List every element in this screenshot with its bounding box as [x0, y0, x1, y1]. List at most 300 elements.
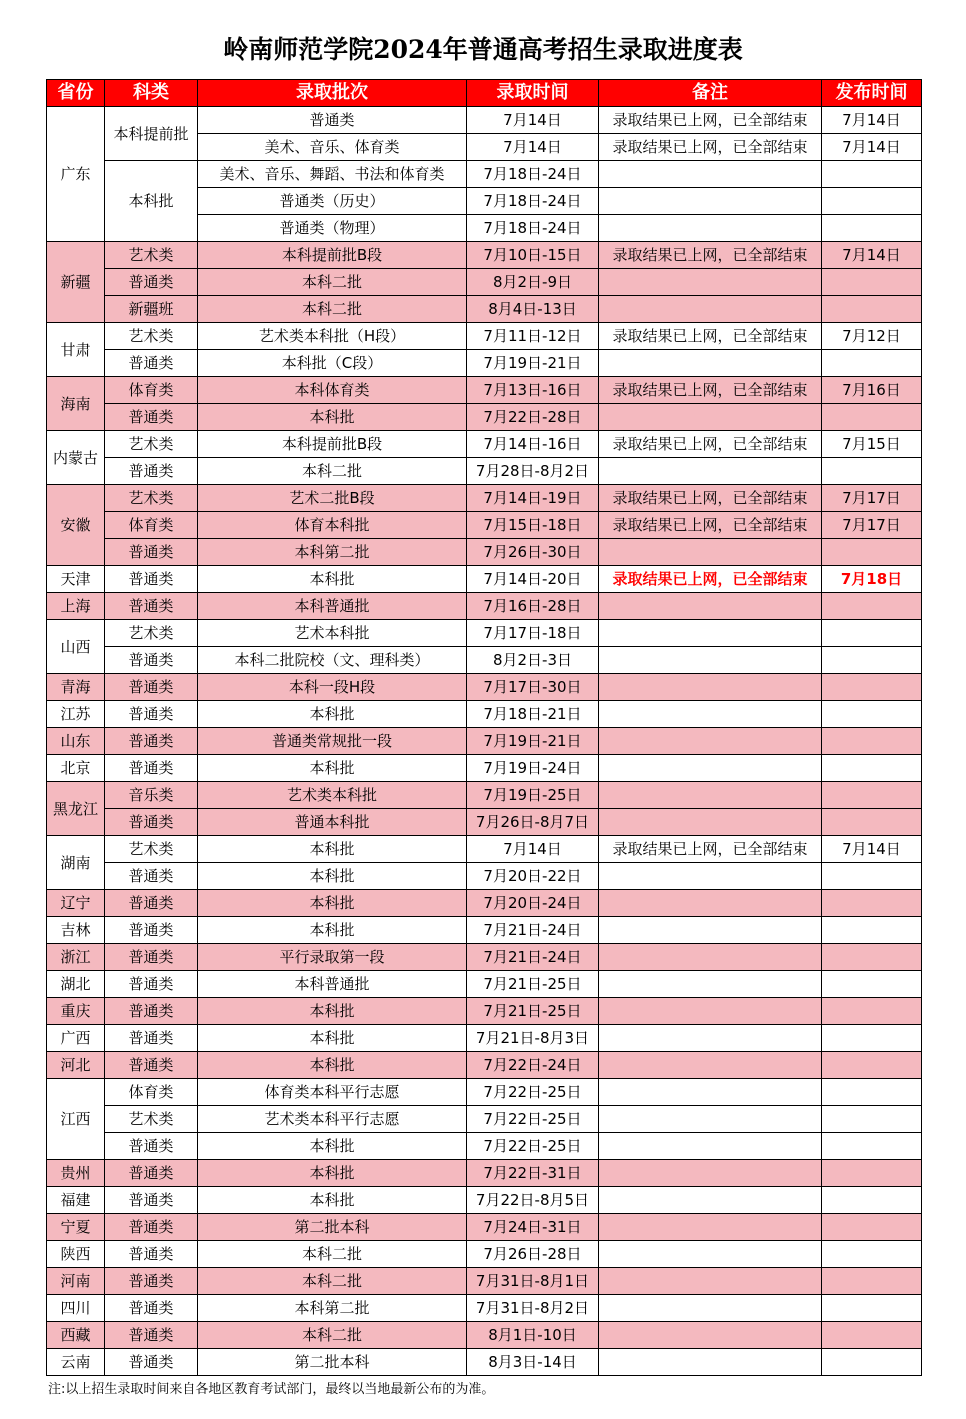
- province-cell: 上海: [47, 593, 105, 620]
- publish-cell: [822, 188, 922, 215]
- batch-cell: 本科批（C段）: [198, 350, 467, 377]
- remark-cell-highlighted: 录取结果已上网，已全部结束: [599, 566, 822, 593]
- category-cell: 普通类: [105, 917, 198, 944]
- batch-cell: 普通类: [198, 107, 467, 134]
- table-row: [47, 1295, 922, 1322]
- category-cell: 普通类: [105, 1187, 198, 1214]
- batch-cell: 本科二批: [198, 1241, 467, 1268]
- batch-cell: 美术、音乐、体育类: [198, 134, 467, 161]
- time-cell: 7月14日: [467, 836, 599, 863]
- publish-cell: [822, 350, 922, 377]
- publish-cell: [822, 215, 922, 242]
- table-row: [47, 161, 922, 188]
- publish-cell: [822, 1052, 922, 1079]
- time-cell: 7月31日-8月1日: [467, 1268, 599, 1295]
- category-cell: 普通类: [105, 728, 198, 755]
- category-cell: 艺术类: [105, 431, 198, 458]
- table-row: [47, 890, 922, 917]
- publish-cell: [822, 269, 922, 296]
- time-cell: 7月22日-8月5日: [467, 1187, 599, 1214]
- category-cell: 普通类: [105, 539, 198, 566]
- table-row: [47, 1187, 922, 1214]
- table-row: [47, 971, 922, 998]
- province-cell: 辽宁: [47, 890, 105, 917]
- table-row: [47, 485, 922, 512]
- category-cell: 普通类: [105, 566, 198, 593]
- time-cell: 7月21日-8月3日: [467, 1025, 599, 1052]
- table-row: [47, 269, 922, 296]
- province-cell: 江苏: [47, 701, 105, 728]
- province-cell: 新疆: [47, 242, 105, 323]
- category-cell: 普通类: [105, 1160, 198, 1187]
- category-cell: 艺术类: [105, 1106, 198, 1133]
- batch-cell: 艺术类本科批（H段）: [198, 323, 467, 350]
- category-cell: 普通类: [105, 863, 198, 890]
- time-cell: 7月26日-8月7日: [467, 809, 599, 836]
- category-cell: 艺术类: [105, 485, 198, 512]
- table-body: [47, 107, 922, 1376]
- header-time: 录取时间: [467, 80, 599, 107]
- publish-cell: [822, 1241, 922, 1268]
- table-row: [47, 458, 922, 485]
- table-row: [47, 296, 922, 323]
- batch-cell: 第二批本科: [198, 1214, 467, 1241]
- table-row: [47, 512, 922, 539]
- category-cell: 普通类: [105, 1025, 198, 1052]
- batch-cell: 本科批: [198, 863, 467, 890]
- time-cell: 7月18日-24日: [467, 161, 599, 188]
- remark-cell: [599, 296, 822, 323]
- remark-cell: [599, 593, 822, 620]
- remark-cell: 录取结果已上网，已全部结束: [599, 836, 822, 863]
- batch-cell: 本科批: [198, 1160, 467, 1187]
- remark-cell: [599, 1187, 822, 1214]
- province-cell: 天津: [47, 566, 105, 593]
- publish-cell: 7月15日: [822, 431, 922, 458]
- table-row: [47, 350, 922, 377]
- category-cell: 普通类: [105, 674, 198, 701]
- category-cell: 本科批: [105, 161, 198, 242]
- category-cell: 普通类: [105, 1241, 198, 1268]
- remark-cell: [599, 269, 822, 296]
- publish-cell: [822, 728, 922, 755]
- publish-cell: [822, 161, 922, 188]
- time-cell: 7月17日-30日: [467, 674, 599, 701]
- publish-cell: [822, 1079, 922, 1106]
- batch-cell: 普通本科批: [198, 809, 467, 836]
- province-cell: 海南: [47, 377, 105, 431]
- table-row: [47, 539, 922, 566]
- batch-cell: 本科二批: [198, 1322, 467, 1349]
- publish-cell: 7月17日: [822, 485, 922, 512]
- batch-cell: 本科批: [198, 1133, 467, 1160]
- header-remark: 备注: [599, 80, 822, 107]
- time-cell: 7月31日-8月2日: [467, 1295, 599, 1322]
- category-cell: 普通类: [105, 944, 198, 971]
- publish-cell: 7月14日: [822, 242, 922, 269]
- province-cell: 四川: [47, 1295, 105, 1322]
- table-row: [47, 242, 922, 269]
- table-row: [47, 755, 922, 782]
- category-cell: 普通类: [105, 809, 198, 836]
- batch-cell: 普通类（历史）: [198, 188, 467, 215]
- time-cell: 7月21日-25日: [467, 971, 599, 998]
- remark-cell: [599, 863, 822, 890]
- publish-cell: [822, 1160, 922, 1187]
- remark-cell: 录取结果已上网，已全部结束: [599, 485, 822, 512]
- remark-cell: [599, 350, 822, 377]
- province-cell: 湖南: [47, 836, 105, 890]
- category-cell: 艺术类: [105, 836, 198, 863]
- time-cell: 7月22日-25日: [467, 1079, 599, 1106]
- province-cell: 吉林: [47, 917, 105, 944]
- category-cell: 普通类: [105, 1133, 198, 1160]
- publish-cell: [822, 998, 922, 1025]
- time-cell: 8月1日-10日: [467, 1322, 599, 1349]
- remark-cell: 录取结果已上网，已全部结束: [599, 512, 822, 539]
- time-cell: 7月22日-25日: [467, 1133, 599, 1160]
- publish-cell: [822, 674, 922, 701]
- table-row: [47, 323, 922, 350]
- time-cell: 7月19日-24日: [467, 755, 599, 782]
- remark-cell: [599, 647, 822, 674]
- batch-cell: 普通类（物理）: [198, 215, 467, 242]
- page-title: 岭南师范学院2024年普通高考招生录取进度表: [223, 35, 743, 64]
- publish-cell: [822, 539, 922, 566]
- batch-cell: 体育类本科平行志愿: [198, 1079, 467, 1106]
- time-cell: 7月14日-20日: [467, 566, 599, 593]
- province-cell: 河北: [47, 1052, 105, 1079]
- time-cell: 7月14日: [467, 134, 599, 161]
- table-row: [47, 998, 922, 1025]
- province-cell: 内蒙古: [47, 431, 105, 485]
- remark-cell: [599, 1322, 822, 1349]
- publish-cell: [822, 1025, 922, 1052]
- batch-cell: 本科普通批: [198, 593, 467, 620]
- time-cell: 7月18日-24日: [467, 215, 599, 242]
- category-cell: 普通类: [105, 1052, 198, 1079]
- batch-cell: 本科体育类: [198, 377, 467, 404]
- province-cell: 山西: [47, 620, 105, 674]
- time-cell: 7月26日-30日: [467, 539, 599, 566]
- category-cell: 新疆班: [105, 296, 198, 323]
- category-cell: 普通类: [105, 998, 198, 1025]
- time-cell: 7月26日-28日: [467, 1241, 599, 1268]
- publish-cell: 7月14日: [822, 107, 922, 134]
- province-cell: 广西: [47, 1025, 105, 1052]
- time-cell: 7月20日-22日: [467, 863, 599, 890]
- batch-cell: 普通类常规批一段: [198, 728, 467, 755]
- time-cell: 7月22日-25日: [467, 1106, 599, 1133]
- batch-cell: 本科批: [198, 1025, 467, 1052]
- table-row: [47, 377, 922, 404]
- header-category: 科类: [105, 80, 198, 107]
- table-row: [47, 1106, 922, 1133]
- admission-progress-table: [46, 79, 922, 1376]
- publish-cell: 7月14日: [822, 134, 922, 161]
- category-cell: 体育类: [105, 1079, 198, 1106]
- remark-cell: [599, 161, 822, 188]
- table-row: [47, 863, 922, 890]
- batch-cell: 本科批: [198, 917, 467, 944]
- batch-cell: 本科二批: [198, 1268, 467, 1295]
- category-cell: 普通类: [105, 890, 198, 917]
- time-cell: 7月16日-28日: [467, 593, 599, 620]
- table-row: [47, 836, 922, 863]
- table-row: [47, 620, 922, 647]
- table-row: [47, 944, 922, 971]
- province-cell: 宁夏: [47, 1214, 105, 1241]
- publish-cell: 7月16日: [822, 377, 922, 404]
- time-cell: 7月21日-24日: [467, 917, 599, 944]
- batch-cell: 艺术类本科平行志愿: [198, 1106, 467, 1133]
- batch-cell: 美术、音乐、舞蹈、书法和体育类: [198, 161, 467, 188]
- remark-cell: [599, 1295, 822, 1322]
- province-cell: 安徽: [47, 485, 105, 566]
- remark-cell: [599, 890, 822, 917]
- table-row: [47, 917, 922, 944]
- province-cell: 陕西: [47, 1241, 105, 1268]
- category-cell: 普通类: [105, 404, 198, 431]
- time-cell: 7月20日-24日: [467, 890, 599, 917]
- table-row: [47, 1052, 922, 1079]
- table-row: [47, 1349, 922, 1376]
- publish-cell: 7月14日: [822, 836, 922, 863]
- remark-cell: [599, 728, 822, 755]
- publish-cell: [822, 1214, 922, 1241]
- publish-cell: [822, 458, 922, 485]
- time-cell: 7月21日-25日: [467, 998, 599, 1025]
- publish-cell: [822, 1187, 922, 1214]
- time-cell: 7月19日-21日: [467, 350, 599, 377]
- table-row: [47, 647, 922, 674]
- category-cell: 普通类: [105, 269, 198, 296]
- publish-cell: [822, 944, 922, 971]
- category-cell: 体育类: [105, 377, 198, 404]
- publish-cell-highlighted: 7月18日: [822, 566, 922, 593]
- province-cell: 江西: [47, 1079, 105, 1160]
- remark-cell: [599, 1268, 822, 1295]
- table-row: [47, 728, 922, 755]
- remark-cell: 录取结果已上网，已全部结束: [599, 107, 822, 134]
- province-cell: 云南: [47, 1349, 105, 1376]
- category-cell: 普通类: [105, 593, 198, 620]
- category-cell: 普通类: [105, 647, 198, 674]
- publish-cell: [822, 1268, 922, 1295]
- remark-cell: [599, 701, 822, 728]
- time-cell: 7月18日-24日: [467, 188, 599, 215]
- remark-cell: [599, 1160, 822, 1187]
- province-cell: 山东: [47, 728, 105, 755]
- batch-cell: 本科第二批: [198, 539, 467, 566]
- time-cell: 7月13日-16日: [467, 377, 599, 404]
- remark-cell: [599, 1241, 822, 1268]
- batch-cell: 本科二批院校（文、理科类）: [198, 647, 467, 674]
- header-province: 省份: [47, 80, 105, 107]
- batch-cell: 本科二批: [198, 269, 467, 296]
- province-cell: 广东: [47, 107, 105, 242]
- batch-cell: 本科普通批: [198, 971, 467, 998]
- province-cell: 西藏: [47, 1322, 105, 1349]
- publish-cell: [822, 863, 922, 890]
- time-cell: 8月2日-3日: [467, 647, 599, 674]
- batch-cell: 平行录取第一段: [198, 944, 467, 971]
- category-cell: 艺术类: [105, 620, 198, 647]
- publish-cell: [822, 809, 922, 836]
- remark-cell: [599, 1133, 822, 1160]
- category-cell: 体育类: [105, 512, 198, 539]
- batch-cell: 艺术类本科批: [198, 782, 467, 809]
- province-cell: 浙江: [47, 944, 105, 971]
- time-cell: 7月22日-31日: [467, 1160, 599, 1187]
- remark-cell: 录取结果已上网，已全部结束: [599, 323, 822, 350]
- publish-cell: [822, 782, 922, 809]
- table-row: [47, 431, 922, 458]
- province-cell: 河南: [47, 1268, 105, 1295]
- time-cell: 7月18日-21日: [467, 701, 599, 728]
- publish-cell: [822, 917, 922, 944]
- category-cell: 艺术类: [105, 323, 198, 350]
- publish-cell: [822, 593, 922, 620]
- remark-cell: [599, 539, 822, 566]
- remark-cell: [599, 944, 822, 971]
- batch-cell: 本科第二批: [198, 1295, 467, 1322]
- publish-cell: [822, 296, 922, 323]
- table-row: [47, 566, 922, 593]
- table-row: [47, 1133, 922, 1160]
- publish-cell: [822, 1349, 922, 1376]
- remark-cell: [599, 1079, 822, 1106]
- time-cell: 7月11日-12日: [467, 323, 599, 350]
- batch-cell: 本科二批: [198, 296, 467, 323]
- batch-cell: 艺术二批B段: [198, 485, 467, 512]
- remark-cell: [599, 755, 822, 782]
- remark-cell: [599, 1025, 822, 1052]
- time-cell: 7月14日: [467, 107, 599, 134]
- table-row: [47, 1322, 922, 1349]
- remark-cell: [599, 674, 822, 701]
- batch-cell: 本科批: [198, 998, 467, 1025]
- table-row: [47, 809, 922, 836]
- remark-cell: 录取结果已上网，已全部结束: [599, 377, 822, 404]
- batch-cell: 本科批: [198, 755, 467, 782]
- table-row: [47, 1160, 922, 1187]
- batch-cell: 体育本科批: [198, 512, 467, 539]
- header-row: [47, 80, 922, 107]
- publish-cell: 7月17日: [822, 512, 922, 539]
- publish-cell: 7月12日: [822, 323, 922, 350]
- table-row: [47, 1268, 922, 1295]
- remark-cell: 录取结果已上网，已全部结束: [599, 431, 822, 458]
- batch-cell: 第二批本科: [198, 1349, 467, 1376]
- time-cell: 7月17日-18日: [467, 620, 599, 647]
- province-cell: 贵州: [47, 1160, 105, 1187]
- category-cell: 普通类: [105, 1268, 198, 1295]
- time-cell: 7月19日-21日: [467, 728, 599, 755]
- remark-cell: [599, 971, 822, 998]
- remark-cell: 录取结果已上网，已全部结束: [599, 242, 822, 269]
- table-row: [47, 1241, 922, 1268]
- time-cell: 7月10日-15日: [467, 242, 599, 269]
- category-cell: 普通类: [105, 1295, 198, 1322]
- batch-cell: 本科批: [198, 1052, 467, 1079]
- publish-cell: [822, 404, 922, 431]
- table-row: [47, 674, 922, 701]
- batch-cell: 本科一段H段: [198, 674, 467, 701]
- remark-cell: [599, 809, 822, 836]
- table-row: [47, 404, 922, 431]
- remark-cell: [599, 215, 822, 242]
- category-cell: 普通类: [105, 350, 198, 377]
- batch-cell: 本科批: [198, 701, 467, 728]
- time-cell: 7月19日-25日: [467, 782, 599, 809]
- publish-cell: [822, 755, 922, 782]
- time-cell: 7月24日-31日: [467, 1214, 599, 1241]
- category-cell: 普通类: [105, 701, 198, 728]
- publish-cell: [822, 1133, 922, 1160]
- batch-cell: 本科二批: [198, 458, 467, 485]
- table-row: [47, 1079, 922, 1106]
- category-cell: 普通类: [105, 755, 198, 782]
- publish-cell: [822, 647, 922, 674]
- batch-cell: 艺术本科批: [198, 620, 467, 647]
- table-row: [47, 1214, 922, 1241]
- batch-cell: 本科提前批B段: [198, 431, 467, 458]
- category-cell: 普通类: [105, 1349, 198, 1376]
- table-row: [47, 593, 922, 620]
- time-cell: 7月21日-24日: [467, 944, 599, 971]
- time-cell: 8月3日-14日: [467, 1349, 599, 1376]
- batch-cell: 本科提前批B段: [198, 242, 467, 269]
- category-cell: 普通类: [105, 458, 198, 485]
- remark-cell: 录取结果已上网，已全部结束: [599, 134, 822, 161]
- remark-cell: [599, 620, 822, 647]
- table-row: [47, 782, 922, 809]
- time-cell: 7月22日-28日: [467, 404, 599, 431]
- remark-cell: [599, 404, 822, 431]
- time-cell: 7月14日-16日: [467, 431, 599, 458]
- time-cell: 8月4日-13日: [467, 296, 599, 323]
- publish-cell: [822, 1295, 922, 1322]
- time-cell: 8月2日-9日: [467, 269, 599, 296]
- table-row: [47, 1025, 922, 1052]
- province-cell: 青海: [47, 674, 105, 701]
- province-cell: 甘肃: [47, 323, 105, 377]
- time-cell: 7月28日-8月2日: [467, 458, 599, 485]
- batch-cell: 本科批: [198, 1187, 467, 1214]
- province-cell: 黑龙江: [47, 782, 105, 836]
- header-publish: 发布时间: [822, 80, 922, 107]
- publish-cell: [822, 701, 922, 728]
- footnote: 注:以上招生录取时间来自各地区教育考试部门，最终以当地最新公布的为准。: [48, 1382, 495, 1397]
- publish-cell: [822, 890, 922, 917]
- batch-cell: 本科批: [198, 836, 467, 863]
- publish-cell: [822, 620, 922, 647]
- time-cell: 7月14日-19日: [467, 485, 599, 512]
- publish-cell: [822, 971, 922, 998]
- category-cell: 音乐类: [105, 782, 198, 809]
- remark-cell: [599, 188, 822, 215]
- category-cell: 普通类: [105, 1214, 198, 1241]
- province-cell: 湖北: [47, 971, 105, 998]
- remark-cell: [599, 917, 822, 944]
- batch-cell: 本科批: [198, 566, 467, 593]
- publish-cell: [822, 1106, 922, 1133]
- province-cell: 北京: [47, 755, 105, 782]
- remark-cell: [599, 1214, 822, 1241]
- table-row: [47, 107, 922, 134]
- remark-cell: [599, 1106, 822, 1133]
